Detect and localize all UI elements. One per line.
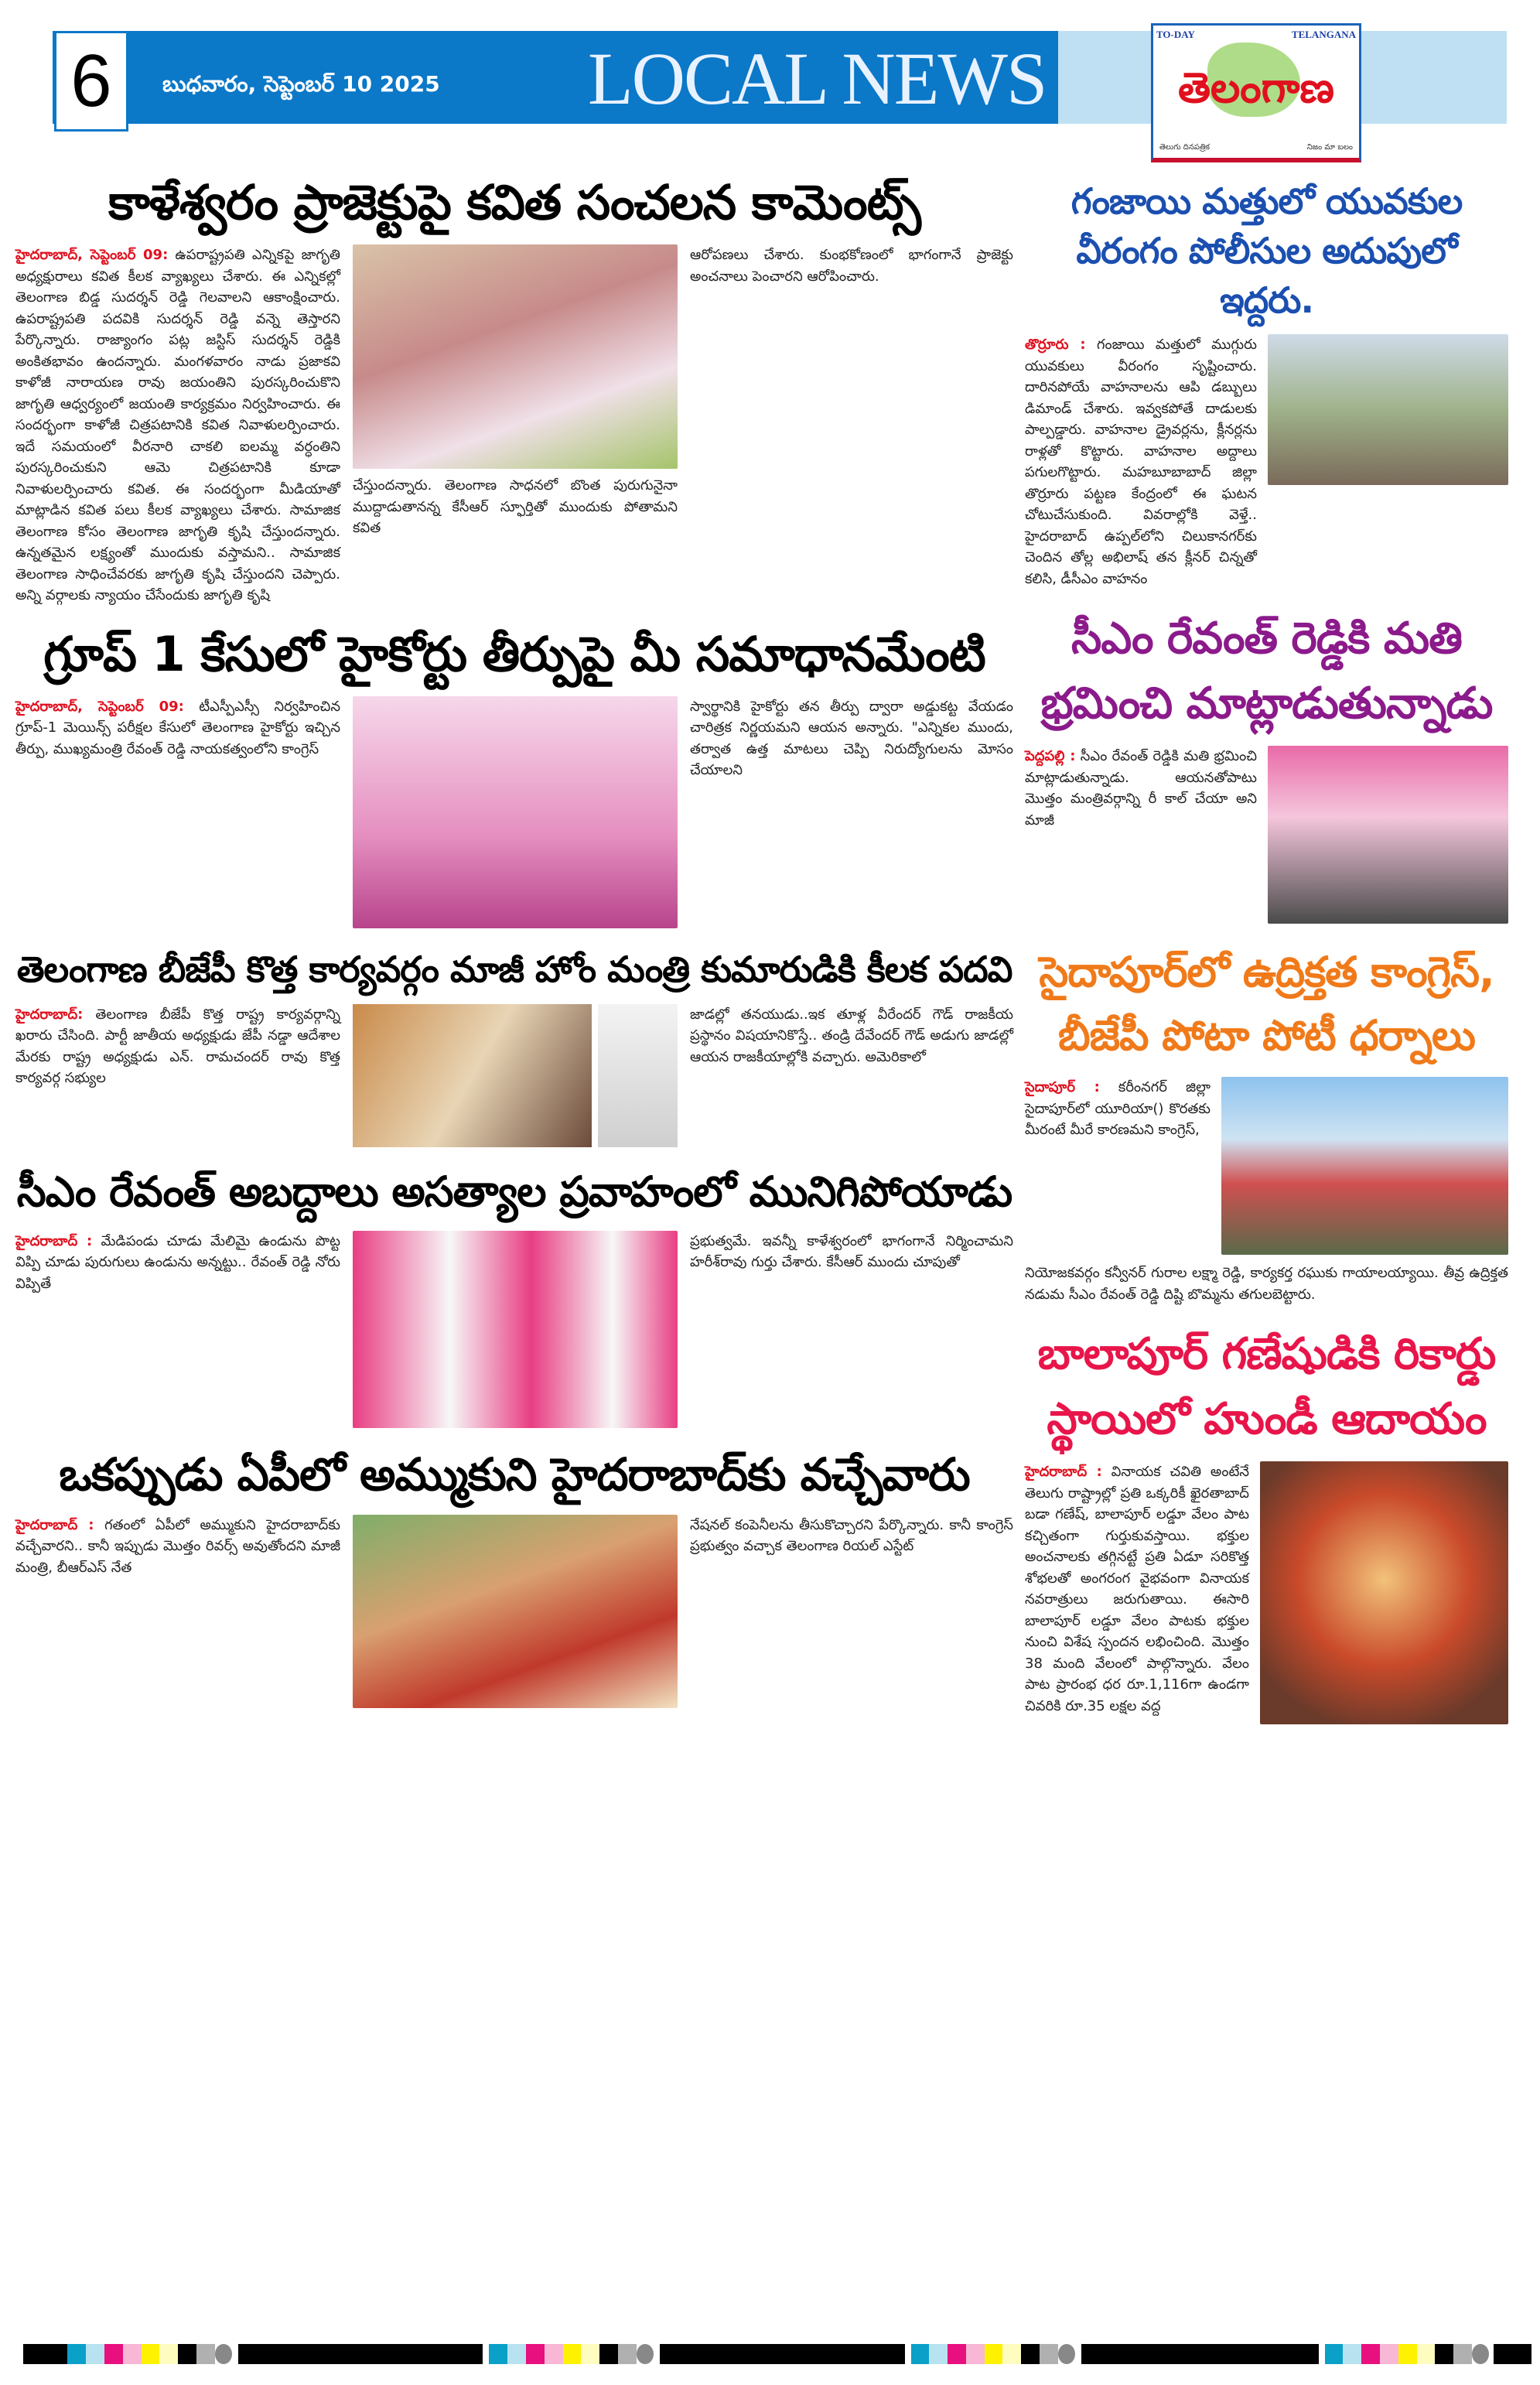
article-body: హైదరాబాద్: తెలంగాణ బీజేపీ కొత్త రాష్ట్ర కార్యవర్గాన్ని ఖరారు చేసింది. పార్టీ జాతీయ అధ్యక్షుడు జేపీ నడ్డా ఆదేశాల మేరకు రాష్ట్ర అధ్యక్షుడు ఎన్. రామచందర్ రావు కొత్త కార్యవర్గ సభ్యుల [15,1006,340,1086]
article-body: హైదరాబాద్ : వినాయక చవితి అంటేనే తెలుగు రాష్ట్రాల్లో ప్రతి ఒక్కరికీ ఖైరతాబాద్ బడా గణేష్, బాలాపూర్ లడ్డూ వేలం పాట కచ్చితంగా గుర్తుకువస్తాయి. భక్తుల అంచనాలకు తగ్గినట్టే ప్రతి ఏడూ సరికొత్త శోభలతో అంగరంగ వైభవంగా వినాయక నవరాత్రులు జరుగుతాయి. ఈసారి బాలాపూర్ లడ్డూ వేలం పాటకు భక్తుల నుంచి విశేష స్పందన లభించింది. మొత్తం 38 మంది వేలంలో పాల్గొన్నారు. వేలం పాట ప్రారంభ ధర రూ.1,116గా ఉండగా చివరికి రూ.35 లక్షల వద్ద [1025,1464,1249,1714]
dateline: తొర్రూరు : [1025,337,1086,353]
headline-ap-hyderabad: ఒకప్పుడు ఏపీలో అమ్ముకుని హైదరాబాద్‌కు వచ్చేవారు [59,1447,970,1501]
side-column [1025,176,1508,1724]
article-body: హైదరాబాద్ : గతంలో ఏపీలో అమ్ముకుని హైదరాబాద్‌కు వచ్చేవారని.. కానీ ఇప్పుడు మొత్తం రివర్స్ అవుతోందని మాజీ మంత్రి, బీఆర్ఎస్ నేత [15,1516,340,1576]
side-article-balapur [1025,1322,1508,1724]
article-body: హైదరాబాద్, సెప్టెంబర్ 09: ఉపరాష్ట్రపతి ఎన్నికపై జాగృతి అధ్యక్షురాలు కవిత కీలక వ్యాఖ్యలు చేశారు. ఈ ఎన్నికల్లో తెలంగాణ బిడ్డ సుదర్శన్ రెడ్డి గెలవాలని ఆకాంక్షించారు. ఉపరాష్ట్రపతి పదవికి సుదర్శన్ రెడ్డి వన్నె తెస్తారని పేర్కొన్నారు. రాజ్యాంగం పట్ల జస్టిస్ సుదర్శన్ రెడ్డికి అంకితభావం ఉందన్నారు. మంగళవారం నాడు ప్రజాకవి కాళోజీ నారాయణ రావు జయంతిని పురస్కరించుకొని జాగృతి ఆధ్వర్యంలో జయంతి కార్యక్రమం నిర్వహించారు. ఈ సందర్భంగా కాళోజీ చిత్రపటానికి కవిత నివాళులర్పించారు. ఇదే సమయంలో వీరనారి చాకలి ఐలమ్మ వర్ధంతిని పురస్కరించుకుని ఆమె చిత్రపటానికి కూడా నివాళులర్పించారు కవిత. ఈ సందర్భంగా మీడియాతో మాట్లాడిన కవిత పలు కీలక వ్యాఖ్యలు చేశారు. సామాజిక తెలంగాణ కోసం తెలంగాణ జాగృతి కృషి చేస్తుందన్నారు. ఉన్నతమైన లక్ష్యంతో ముందుకు వస్తామని.. సామాజిక తెలంగాణ సాధించేవరకు జాగృతి కృషి చేస్తుందని చెప్పారు. అన్ని వర్గాలకు న్యాయం చేసేందుకు జాగృతి కృషి [15,247,340,603]
dateline: హైదరాబాద్ : [15,1516,94,1533]
article-body: చేస్తుందన్నారు. తెలంగాణ సాధనలో బొంత పురుగునైనా ముద్దాడుతానన్న కేసీఆర్ స్ఫూర్తితో ముందుకు పోతామని కవిత [353,477,678,536]
article-body: తొర్రూరు : గంజాయి మత్తులో ముగ్గురు యువకులు వీరంగం సృష్టించారు. దారినపోయే వాహనాలను ఆపి డబ్బులు డిమాండ్ చేశారు. ఇవ్వకపోతే దాడులకు పాల్పడ్డారు. వాహనాల డ్రైవర్లను, క్లీనర్లను రాళ్లతో కొట్టారు. వాహనాల అద్దాలు పగులగొట్టారు. మహబూబాబాద్ జిల్లా తొర్రూరు పట్టణ కేంద్రంలో ఈ ఘటన చోటుచేసుకుంది. వివరాల్లోకి వెళ్తే.. హైదరాబాద్ ఉప్పల్‌లోని చిలుకానగర్‌కు చెందిన తోల్ల అభిలాష్ తన క్లీనర్ చిన్నతో కలిసి, డీసీఎం వాహనం [1025,337,1257,587]
logo-top-left: TO-DAY [1156,29,1195,40]
article-bjp-committee [15,945,1013,1147]
photo-ktr [353,696,678,928]
dateline: హైదరాబాద్, సెప్టెంబర్ 09: [15,698,184,715]
article-body: నేషనల్ కంపెనీలను తీసుకొచ్చారని పేర్కొన్నారు. కానీ కాంగ్రెస్ ప్రభుత్వం వచ్చాక తెలంగాణ రియల్ ఎస్టేట్ [690,1516,1013,1554]
issue-date: బుధవారం, సెప్టెంబర్ 10 2025 [162,71,440,97]
dateline: హైదరాబాద్, సెప్టెంబర్ 09: [15,247,169,263]
newspaper-logo [1151,23,1361,162]
article-ap-hyderabad [15,1445,1013,1708]
article-body: పెద్దపల్లి : సీఎం రేవంత్ రెడ్డికి మతి భ్రమించి మాట్లాడుతున్నాడు. ఆయనతోపాటు మొత్తం మంత్రివర్గాన్ని రీ కాల్ చేయా అని మాజీ [1025,748,1257,829]
photo-protest-flags [1221,1077,1508,1255]
print-color-bar [23,2344,1531,2364]
headline-balapur-ganesh: బాలాపూర్ గణేషుడికి రికార్డు స్థాయిలో హుండీ ఆదాయం [1037,1329,1496,1444]
headline-saidapur: సైదాపూర్‌లో ఉద్రిక్తత కాంగ్రెస్, బీజేపీ పోటా పోటీ ధర్నాలు [1039,948,1494,1060]
photo-damaged-truck [1268,334,1508,485]
photo-kavitha-speaking [353,244,678,469]
photo-leaders [353,1515,678,1708]
article-body: స్వార్థానికి హైకోర్టు తన తీర్పు ద్వారా అడ్డుకట్ట వేయడం చారిత్రక నిర్ణయమని ఆయన అన్నారు. "ఎన్నికల ముందు, తర్వాత ఉత్త మాటలు చెప్పి నిరుద్యోగులను మోసం చేయాలని [690,698,1013,778]
article-kaleshwaram [15,172,1013,607]
headline-bjp-committee: తెలంగాణ బీజేపీ కొత్త కార్యవర్గం మాజీ హోం మంత్రి కుమారుడికి కీలక పదవి [16,948,1012,990]
article-body: ఆరోపణలు చేశారు. కుంభకోణంలో భాగంగానే ప్రాజెక్టు అంచనాలు పెంచారని ఆరోపించారు. [690,247,1013,285]
side-article-revanth-mind [1025,607,1508,924]
headline-kaleshwaram: కాళేశ్వరం ప్రాజెక్టుపై కవిత సంచలన కామెంట్స్ [108,174,920,231]
dateline: హైదరాబాద్ : [15,1232,93,1249]
dateline: హైదరాబాద్: [15,1006,84,1023]
section-title: LOCAL NEWS [588,37,1047,120]
logo-tagline-left: తెలుగు దినపత్రిక [1159,143,1210,152]
photo-balapur-ganesh [1260,1461,1508,1724]
article-body: హైదరాబాద్ : మేడిపండు చూడు మేలిమై ఉండును పొట్ట విప్పి చూడు పురుగులు ఉండును అన్నట్టు.. రేవంత్ రెడ్డి నోరు విప్పితే [15,1232,340,1292]
dateline: సైదాపూర్ : [1025,1079,1100,1095]
logo-top-right: TELANGANA [1291,29,1356,40]
headline-revanth-lies: సీఎం రేవంత్ అబద్దాలు అసత్యాల ప్రవాహంలో మునిగిపోయాడు [16,1167,1012,1216]
article-body: సైదాపూర్ : కరీంనగర్ జిల్లా సైదాపూర్‌లో యూరియా() కొరతకు మీరంటే మీరే కారణమని కాంగ్రెస్, [1025,1079,1210,1138]
article-revanth-lies [15,1164,1013,1428]
article-body: హైదరాబాద్, సెప్టెంబర్ 09: టీఎస్పీఎస్సీ నిర్వహించిన గ్రూప్-1 మెయిన్స్ పరీక్షల కేసులో తెలంగాణ హైకోర్టు ఇచ్చిన తీర్పు, ముఖ్యమంత్రి రేవంత్ రెడ్డి నాయకత్వంలోని కాంగ్రెస్ [15,698,340,757]
headline-ganja-youth: గంజాయి మత్తులో యువకుల వీరంగం పోలీసుల అదుపులో ఇద్దరు. [1070,180,1463,321]
photo-bjp-leaders [353,1004,592,1147]
photo-veerender-goud [598,1004,678,1147]
photo-brs-press-meet [1268,746,1508,924]
logo-name: తెలంగాణ [1177,63,1334,112]
dateline: హైదరాబాద్ : [1025,1464,1102,1480]
logo-tagline-right: నిజం మా బలం [1306,143,1353,152]
headline-group1: గ్రూప్ 1 కేసులో హైకోర్టు తీర్పుపై మీ సమాధానమేంటి [43,625,985,682]
side-article-ganja [1025,176,1508,589]
side-article-saidapur [1025,941,1508,1305]
page-number: 6 [54,31,128,132]
photo-harish-rao-brs [353,1231,678,1428]
dateline: పెద్దపల్లి : [1025,748,1076,764]
article-group1 [15,624,1013,928]
headline-revanth-mind: సీఎం రేవంత్ రెడ్డికి మతి భ్రమించి మాట్లాడుతున్నాడు [1040,613,1493,729]
main-column [15,172,1013,1708]
article-body: ప్రభుత్వమే. ఇవన్నీ కాళేశ్వరంలో భాగంగానే నిర్మించామని హరీశ్‌రావు గుర్తు చేశారు. కేసీఆర్ ముందు చూపుతో [690,1232,1013,1270]
article-closing: నియోజకవర్గం కన్వీనర్ గురాల లక్ష్మా రెడ్డి, కార్యకర్త రఘుకు గాయాలయ్యాయి. తీవ్ర ఉద్రిక్తత నడుమ సీఎం రేవంత్ రెడ్డి దిష్టి బొమ్మను తగులబెట్టారు. [1025,1265,1508,1303]
article-body: జాడల్లో తనయుడు..ఇక తూళ్ల వీరేందర్ గౌడ్ రాజకీయ ప్రస్థానం విషయానికొస్తే.. తండ్రి దేవేందర్ గౌడ్ అడుగు జాడల్లో ఆయన రాజకీయాల్లోకి వచ్చారు. అమెరికాలో [690,1006,1013,1065]
